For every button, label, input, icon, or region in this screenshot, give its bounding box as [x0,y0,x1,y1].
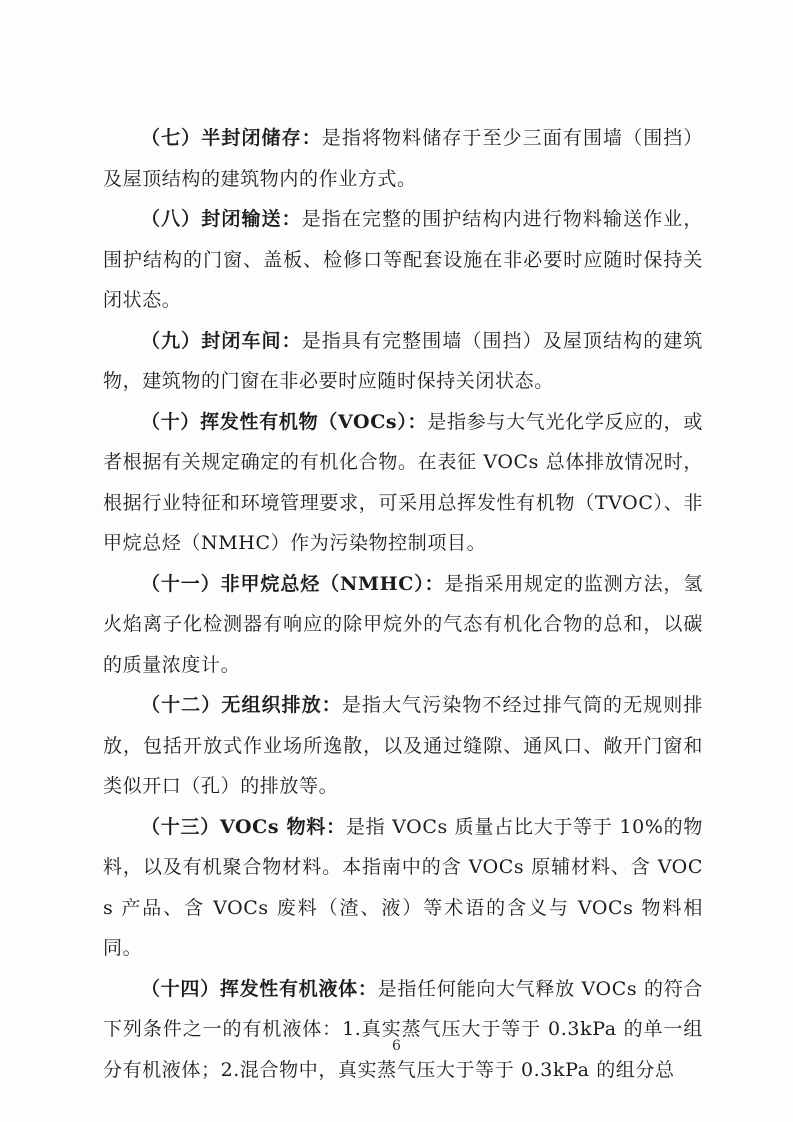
term-definition: 是指具有完整围墙（围挡）及屋顶结构的建筑物，建筑物的门窗在非必要时应随时保持关闭状态。 [103,329,703,392]
term-label: （十二）无组织排放： [141,694,342,716]
term-label: （十四）挥发性有机液体： [141,977,378,1000]
page-body [103,118,703,1090]
paragraph-enclosed-conveying [103,199,703,321]
term-label: （十）挥发性有机物（VOCs）： [141,410,428,433]
term-label: （十一）非甲烷总烃（NMHC）： [141,572,445,595]
paragraph-vocs-materials [103,807,703,969]
term-label: （八）封闭输送： [141,208,302,230]
paragraph-semi-enclosed-storage [103,118,703,199]
paragraph-nmhc [103,564,703,686]
term-definition: 是指在完整的围护结构内进行物料输送作业，围护结构的门窗、盖板、检修口等配套设施在非必要时应随时保持关闭状态。 [103,208,703,311]
paragraph-vocs [103,402,703,564]
paragraph-fugitive-emission [103,685,703,807]
term-label: （九）封闭车间： [141,329,302,352]
term-definition: 是指大气污染物不经过排气筒的无规则排放，包括开放式作业场所逸散，以及通过缝隙、通风口、敞开门窗和类似开口（孔）的排放等。 [103,694,703,797]
term-label: （七）半封闭储存： [141,127,322,149]
term-label: （十三）VOCs 物料： [141,815,346,838]
term-definition: 是指任何能向大气释放 VOCs 的符合下列条件之一的有机液体：1.真实蒸气压大于等于 0.3kPa 的单一组分有机液体；2.混合物中，真实蒸气压大于等于 0.3kPa 的组分总 [103,977,704,1081]
term-definition: 是指 VOCs 质量占比大于等于 10%的物料，以及有机聚合物材料。本指南中的含 VOCs 原辅材料、含 VOCs 产品、含 VOCs 废料（渣、液）等术语的含义与 VOCs 物料相同。 [103,815,703,959]
paragraph-volatile-organic-liquid [103,969,703,1091]
paragraph-enclosed-workshop [103,321,703,402]
term-definition: 是指参与大气光化学反应的，或者根据有关规定确定的有机化合物。在表征 VOCs 总体排放情况时，根据行业特征和环境管理要求，可采用总挥发性有机物（TVOC）、非甲烷总烃（NMHC）作为污染物控制项目。 [103,410,703,554]
term-definition: 是指采用规定的监测方法，氢火焰离子化检测器有响应的除甲烷外的气态有机化合物的总和，以碳的质量浓度计。 [103,572,703,676]
page-number: 6 [392,1038,401,1054]
term-definition: 是指将物料储存于至少三面有围墙（围挡）及屋顶结构的建筑物内的作业方式。 [103,127,703,190]
